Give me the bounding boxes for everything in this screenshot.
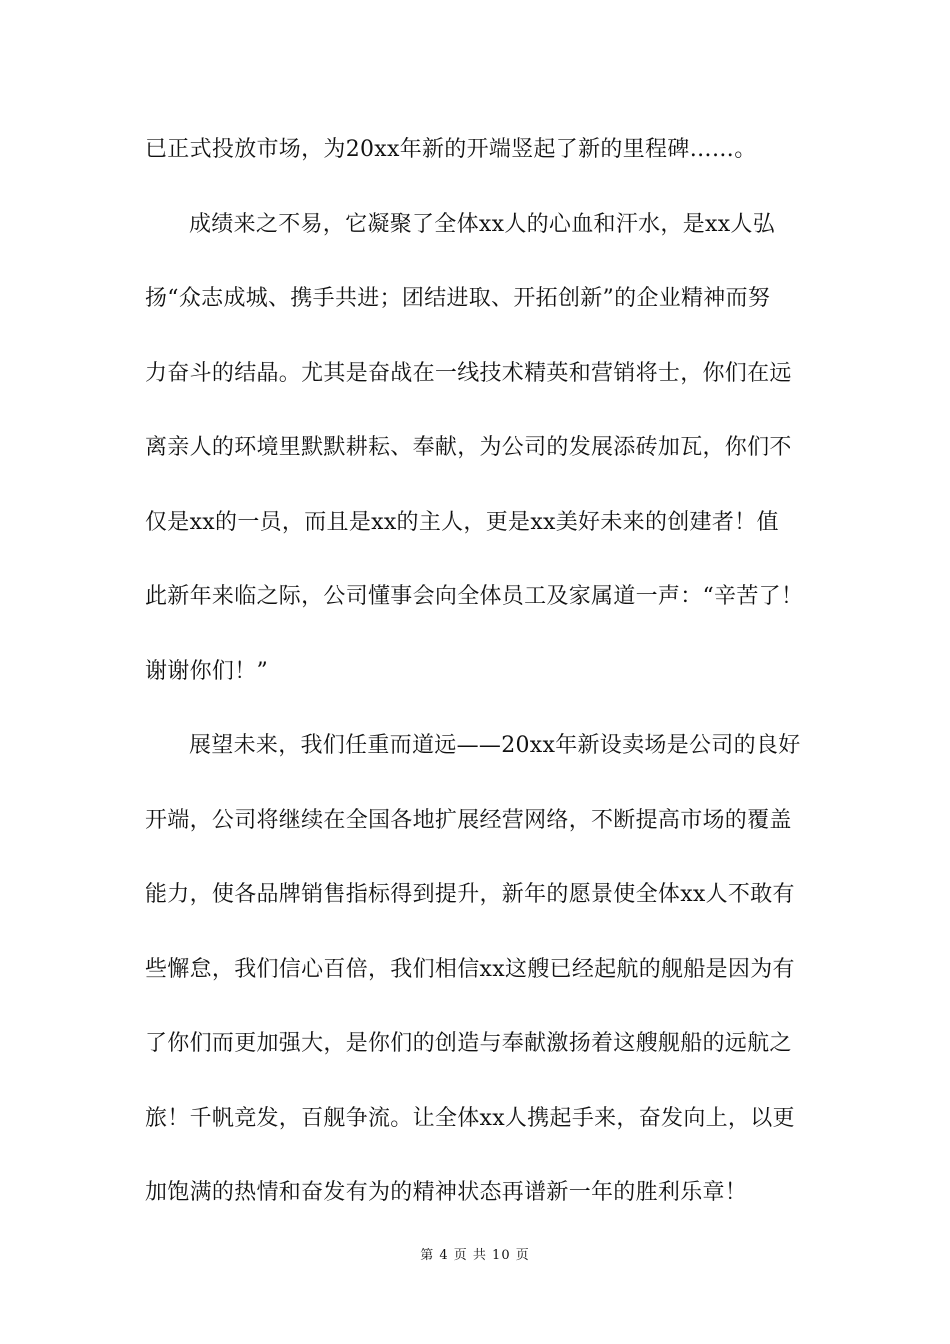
text-line: 离亲人的环境里默默耕耘、奉献，为公司的发展添砖加瓦，你们不: [145, 435, 792, 460]
text-line: 了你们而更加强大，是你们的创造与奉献激扬着这艘舰船的远航之: [145, 1031, 792, 1056]
page-number-footer: 第 4 页 共 10 页: [420, 1248, 530, 1263]
text-line: 已正式投放市场，为20xx年新的开端竖起了新的里程碑……。: [145, 137, 757, 162]
text-line: 谢谢你们！”: [145, 658, 269, 684]
text-line: 能力，使各品牌销售指标得到提升，新年的愿景使全体xx人不敢有: [145, 882, 795, 907]
text-line: 此新年来临之际，公司懂事会向全体员工及家属道一声：“辛苦了！: [145, 584, 804, 609]
paragraph-2: [145, 203, 825, 725]
text-line: 力奋斗的结晶。尤其是奋战在一线技术精英和营销将士，你们在远: [145, 360, 792, 386]
text-line: 开端，公司将继续在全国各地扩展经营网络，不断提高市场的覆盖: [145, 807, 792, 833]
text-line: 扬“众志成城、携手共进；团结进取、开拓创新”的企业精神而努: [145, 286, 771, 311]
paragraph-3: [145, 724, 825, 1246]
text-line: 些懈怠，我们信心百倍，我们相信xx这艘已经起航的舰船是因为有: [145, 956, 795, 982]
body-text: [145, 128, 825, 1246]
text-line: 展望未来，我们任重而道远——20xx年新设卖场是公司的良好: [189, 733, 801, 758]
paragraph-1: [145, 128, 825, 203]
text-line: 加饱满的热情和奋发有为的精神状态再谱新一年的胜利乐章！: [145, 1180, 748, 1205]
text-line: 成绩来之不易，它凝聚了全体xx人的心血和汗水，是xx人弘: [189, 211, 776, 237]
text-line: 仅是xx的一员，而且是xx的主人，更是xx美好未来的创建者！值: [145, 509, 779, 535]
text-line: 旅！千帆竞发，百舰争流。让全体xx人携起手来，奋发向上，以更: [145, 1105, 795, 1131]
